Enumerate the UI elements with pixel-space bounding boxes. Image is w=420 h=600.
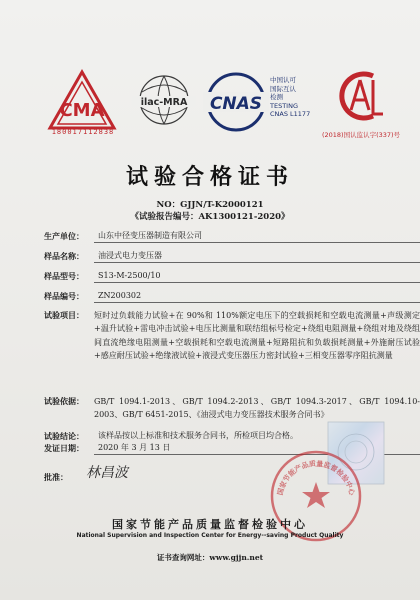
cnas-cn-3: 检测 bbox=[270, 93, 283, 101]
producer-label: 生产单位： bbox=[44, 231, 84, 241]
name-value: 油浸式电力变压器 bbox=[98, 251, 162, 260]
cnas-cn-2: 国际互认 bbox=[270, 84, 296, 93]
cal-logo bbox=[333, 66, 387, 126]
cnas-cn-1: 中国认可 bbox=[270, 76, 296, 84]
issuer-name-en: National Supervision and Inspection Center for Energy--saving Product Quality bbox=[76, 532, 344, 539]
cma-letters: CMA bbox=[59, 100, 105, 121]
date-value: 2020 年 3 月 13 日 bbox=[98, 443, 171, 452]
ilac-mra-logo bbox=[130, 72, 198, 134]
cnas-info bbox=[270, 76, 330, 119]
cma-code: 180017112838 bbox=[51, 128, 115, 136]
cnas-number: CNAS L1177 bbox=[270, 110, 311, 118]
ilac-text: ilac-MRA bbox=[140, 97, 188, 108]
producer-value: 山东中径变压器制造有限公司 bbox=[98, 231, 202, 240]
query-url: 证书查询网址：www.gjjn.net bbox=[156, 553, 264, 562]
cnas-text: CNAS bbox=[209, 94, 263, 114]
cnas-testing: TESTING bbox=[270, 101, 298, 110]
report-number: 《试验报告编号：AK1300121-2020》 bbox=[130, 212, 290, 222]
conclusion-value: 该样品按以上标准和技术服务合同书，所检项目均合格。 bbox=[98, 431, 298, 440]
date-label: 发证日期： bbox=[44, 443, 84, 453]
seal-text: 国家节能产品质量监督检验中心 bbox=[275, 458, 357, 497]
serial-value: ZN200302 bbox=[98, 291, 142, 300]
issuer-name-cn: 国家节能产品质量监督检验中心 bbox=[112, 518, 308, 531]
serial-label: 样品编号： bbox=[44, 291, 84, 301]
basis-label: 试验依据： bbox=[44, 396, 84, 406]
name-label: 样品名称： bbox=[44, 251, 84, 261]
certificate-number: NO：GJJN/T-K2000121 bbox=[156, 200, 264, 210]
cnas-logo bbox=[202, 72, 270, 132]
model-value: S13-M-2500/10 bbox=[98, 271, 161, 280]
certificate-title: 试验合格证书 bbox=[125, 164, 294, 190]
cma-logo bbox=[46, 68, 118, 134]
cal-code: (2018)国认监认字(337)号 bbox=[321, 131, 401, 139]
items-label: 试验项目： bbox=[44, 310, 84, 320]
model-label: 样品型号： bbox=[44, 271, 84, 281]
approve-label: 批准： bbox=[44, 472, 68, 482]
conclusion-label: 试验结论： bbox=[44, 431, 84, 441]
items-value: 短时过负载能力试验+在 90%和 110%额定电压下的空载损耗和空载电流测量+声级测定+温升试验+雷电冲击试验+电压比测量和联结组标号检定+绕组电阻测量+绕组对地及绕组间直流绝缘电阻测量+空载损耗和空载电流测量+短路阻抗和负载损耗测量+外施耐压试验+感应耐压试验+绝缘液试验+液浸式变压器压力密封试验+三相变压器零序阻抗测量 bbox=[94, 311, 420, 361]
basis-value: GB/T 1094.1-2013、GB/T 1094.2-2013、GB/T 1094.3-2017、GB/T 1094.10-2003、GB/T 6451-2015、《油浸式电力变压器技术服务合同书》 bbox=[94, 397, 420, 420]
approver-signature: 林昌波 bbox=[86, 465, 128, 481]
